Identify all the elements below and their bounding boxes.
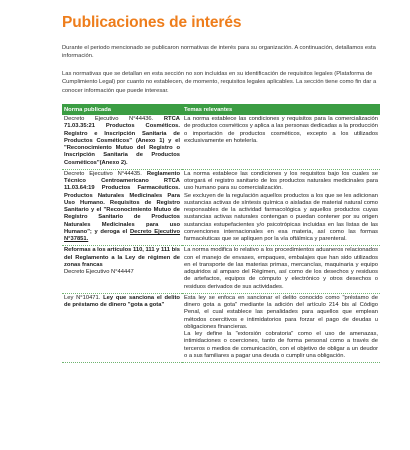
- header-norma: Norma publicada: [62, 104, 182, 115]
- norma-title: Reglamento Técnico Centroamericano RTCA 11.03.64:19 Productos Farmacéuticos. Productos Naturales Medicinales Para Uso Humano. Requisitos de Registro Sanitario y el "Reconocimiento Mutuo de Registro Sanitario de Productos Naturales Medicinales para uso Humano"; y deroga el: [64, 170, 180, 235]
- norma-prefix: Ley N°10471.: [64, 294, 101, 301]
- norma-title: RTCA 71.03.35:21 Productos Cosméticos. Registro e Inscripción Sanitaria de Productos Cosméticos" (Anexo 1) y el "Reconocimiento Mutuo del Registro o Inscripción Sanitaria de Productos Cosméticos"(Anexo 2).: [64, 116, 180, 166]
- intro-paragraph-2: Las normativas que se detallan en esta sección no son incluidas en su identificación de requisitos legales (Plataforma de Cumplimiento Legal) por cuanto no establecen, de momento, requisitos legales aplicables. La sección tiene como fin dar a conocer información que puede interesar.: [62, 71, 377, 94]
- header-temas: Temas relevantes: [182, 104, 380, 115]
- norma-cell: [62, 246, 182, 294]
- norma-repealed-decree: Decreto Ejecutivo N°37851.: [64, 228, 180, 242]
- temas-cell: [182, 115, 380, 169]
- table-header-row: [62, 104, 380, 115]
- temas-paragraph: La ley define la "extorsión cobratoria" como el uso de amenazas, intimidaciones o coerciones, tanto de forma personal como a través de terceros o medios de comunicación, con el objetivo de obligar a un deudor o a sus familiares a pagar una deuda o cumplir una obligación.: [184, 331, 378, 359]
- table-row: [62, 293, 380, 362]
- table-row: [62, 246, 380, 294]
- temas-paragraph: La norma establece las condiciones y requisitos para la comercialización de productos cosméticos y aplica a las personas dedicadas a la producción o importación de productos cosméticos, excepto a los utilizados exclusivamente en hotelería.: [184, 116, 378, 144]
- page-title: Publicaciones de interés: [62, 14, 242, 31]
- norma-cell: [62, 115, 182, 169]
- temas-cell: [182, 246, 380, 294]
- norma-title: Ley que sanciona el delito de préstamo de dinero "gota a gota": [64, 294, 180, 308]
- norma-title: Reformas a los artículos 110, 111 y 111 bis del Reglamento a la Ley de régimen de zonas francas: [64, 247, 181, 268]
- norma-prefix: Decreto Ejecutivo N°44436.: [64, 116, 154, 122]
- temas-paragraph: La norma modifica lo relativo a los procedimientos aduaneros relacionados con el manejo de envases, empaques, embalajes que han sido utilizados en el transporte de las materias primas, mercancías, maquinaria y equipo adquiridos al amparo del Régimen, así como de los desechos y residuos de artefactos, equipos de cómputo y electrónico y otros desechos o residuos derivados de sus actividades.: [184, 247, 378, 290]
- temas-cell: [182, 169, 380, 246]
- norma-cell: [62, 293, 182, 362]
- temas-paragraph: Esta ley se enfoca en sancionar el delito conocido como "préstamo de dinero gota a gota" mediante la adición del artículo 214 bis al Código Penal, el cual establece las penalidades para aquellos que emplean métodos coercitivos e intimidatorios para forzar el pago de deudas u obligaciones financieras.: [184, 294, 378, 330]
- norma-cell: [62, 169, 182, 246]
- temas-paragraph: Se excluyen de la regulación aquellos productos a los que se les adicionan sustancias activas de síntesis química o aisladas de material natural como responsables de la actividad farmacológica y aquellos productos cuyas sustancias activas naturales contengan o puedan contener por su origen sustancias estupefacientes y/o psicotrópicas incluidas en las listas de las convenciones internacionales en esa materia, así como las formas farmacéuticas que se apliquen por la vía oftálmica y parenteral.: [184, 192, 378, 242]
- norma-prefix: Decreto Ejecutivo N°44435.: [64, 170, 142, 177]
- publications-table: [62, 104, 380, 363]
- table-row: [62, 169, 380, 246]
- temas-cell: [182, 293, 380, 362]
- temas-paragraph: La norma establece las condiciones y los requisitos bajo los cuales se otorgará el registro sanitario de los productos naturales medicinales para uso humano para su comercialización.: [184, 170, 378, 192]
- table-row: [62, 115, 380, 169]
- intro-paragraph-1: Durante el periodo mencionado se publicaron normativas de interés para su organización. A continuación, detallamos esta información.: [62, 45, 376, 60]
- norma-decree: Decreto Ejecutivo N°44447: [64, 269, 134, 275]
